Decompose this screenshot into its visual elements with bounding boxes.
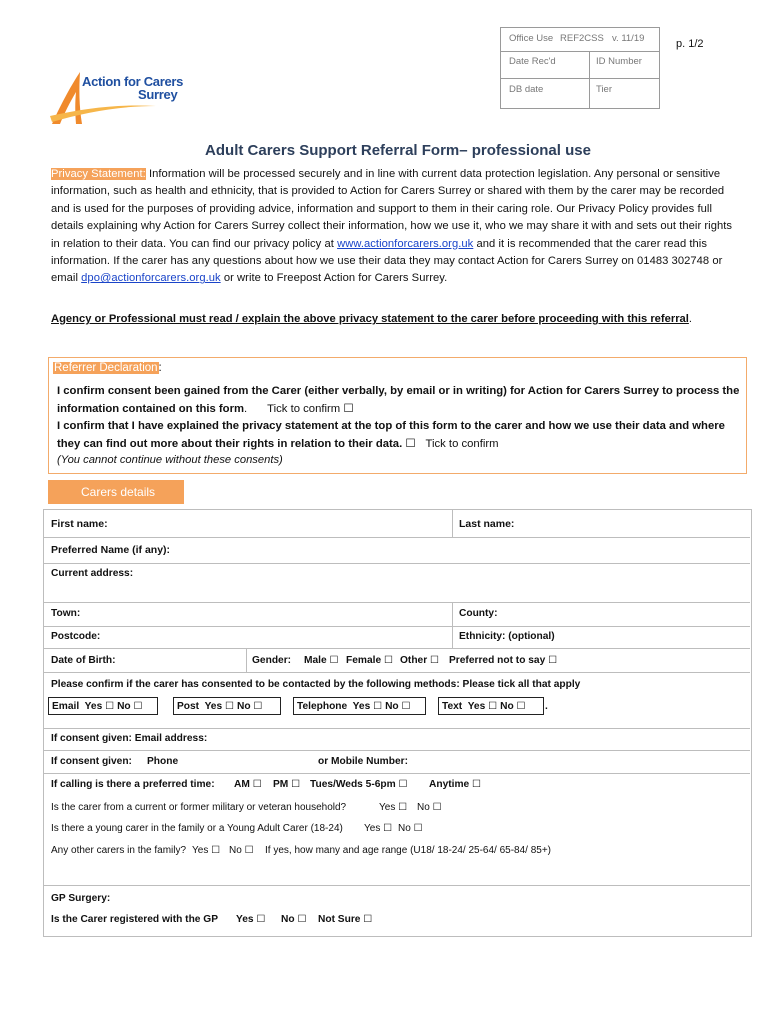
- tier-field[interactable]: Tier: [596, 84, 613, 95]
- consent-2-checkbox[interactable]: ☐: [405, 437, 416, 450]
- gp-surgery-field[interactable]: GP Surgery:: [51, 893, 111, 904]
- current-address-field[interactable]: Current address:: [51, 568, 134, 579]
- gp-not-sure-option[interactable]: Not Sure ☐: [318, 914, 373, 925]
- other-carers-yes-option[interactable]: Yes ☐: [192, 845, 221, 856]
- privacy-statement: [51, 166, 741, 288]
- young-carer-question: Is there a young carer in the family or a Young Adult Carer (18-24): [51, 823, 343, 834]
- post-consent-box[interactable]: Post Yes ☐ No ☐: [173, 697, 281, 715]
- military-yes-option[interactable]: Yes ☐: [379, 802, 408, 813]
- ethnicity-field[interactable]: Ethnicity: (optional): [459, 631, 555, 642]
- gender-female-option[interactable]: Female ☐: [346, 655, 394, 666]
- consent-1-checkbox[interactable]: ☐: [343, 402, 354, 415]
- gender-label: Gender:: [252, 655, 292, 666]
- consent-2-text: I confirm that I have explained the privacy statement at the top of this form to the carer and how we use their data and where they can find out more about their rights in relation to their data.: [57, 420, 725, 450]
- consent-email-field[interactable]: If consent given: Email address:: [51, 733, 208, 744]
- id-number-field[interactable]: ID Number: [596, 56, 642, 67]
- gp-registered-label: Is the Carer registered with the GP: [51, 914, 219, 925]
- consent-note: (You cannot continue without these consents): [57, 454, 283, 466]
- time-tues-weds-option[interactable]: Tues/Weds 5-6pm ☐: [310, 779, 408, 790]
- agency-text: Agency or Professional must read / explain the above privacy statement to the carer before proceeding with this referral: [51, 313, 689, 325]
- logo: [46, 62, 186, 137]
- calling-time-label: If calling is there a preferred time:: [51, 779, 215, 790]
- gender-prefer-not-option[interactable]: Preferred not to say ☐: [449, 655, 558, 666]
- form-version: v. 11/19: [612, 33, 645, 44]
- form-code: REF2CSS: [560, 33, 604, 44]
- other-carers-no-option[interactable]: No ☐: [229, 845, 254, 856]
- military-no-option[interactable]: No ☐: [417, 802, 442, 813]
- carers-details-form: [43, 509, 752, 937]
- tick-to-confirm-label-1: Tick to confirm: [267, 402, 341, 415]
- consent-methods-label: Please confirm if the carer has consented to be contacted by the following methods: Please tick all that apply: [51, 679, 581, 690]
- phone-field[interactable]: Phone: [147, 756, 179, 767]
- text-consent-box[interactable]: Text Yes ☐ No ☐: [438, 697, 544, 715]
- referrer-heading-colon: :: [158, 362, 162, 374]
- town-field[interactable]: Town:: [51, 608, 81, 619]
- privacy-text-3: or write to Freepost Action for Carers Surrey.: [220, 272, 448, 285]
- young-carer-no-option[interactable]: No ☐: [398, 823, 423, 834]
- preferred-name-field[interactable]: Preferred Name (if any):: [51, 544, 171, 556]
- last-name-field[interactable]: Last name:: [459, 518, 515, 530]
- website-link[interactable]: www.actionforcarers.org.uk: [337, 237, 474, 250]
- postcode-field[interactable]: Postcode:: [51, 631, 101, 642]
- county-field[interactable]: County:: [459, 608, 498, 619]
- consent-phone-label: If consent given:: [51, 756, 132, 767]
- consent-statement-1: [57, 383, 743, 418]
- logo-text-line2: Surrey: [138, 87, 178, 102]
- carers-details-label: Carers details: [81, 485, 156, 499]
- office-use-label: Office Use: [509, 33, 554, 44]
- methods-end: .: [545, 701, 548, 712]
- military-question: Is the carer from a current or former military or veteran household?: [51, 802, 347, 813]
- email-link[interactable]: dpo@actionforcarers.org.uk: [81, 272, 221, 285]
- time-am-option[interactable]: AM ☐: [234, 779, 262, 790]
- date-recd-field[interactable]: Date Rec'd: [509, 56, 556, 67]
- telephone-consent-box[interactable]: Telephone Yes ☐ No ☐: [293, 697, 426, 715]
- privacy-text-1: Information will be processed securely and in line with current data protection legislation. Any personal or sensitive information, such as health and ethnicity, that is provided to Action for Carers Surrey or shared with them by the carer may be recorded and is used for the purposes of providing advice, information and support to them in their caring role. Our Privacy Policy provides full details explaining why Action for Carers Surrey collect their information, how we use it, who we may share it with and sets out their rights in relation to their data. You can find our privacy policy at: [51, 168, 733, 250]
- email-consent-box[interactable]: Email Yes ☐ No ☐: [48, 697, 158, 715]
- privacy-label: Privacy Statement:: [51, 168, 146, 180]
- privacy-text-2: and it is recommended that the carer read this information. If the carer has any questions about how we use their data they may contact Action for Carers Surrey on 01483 302748 or email: [51, 237, 723, 285]
- gp-yes-option[interactable]: Yes ☐: [236, 914, 266, 925]
- tick-to-confirm-label-2: Tick to confirm: [425, 437, 499, 450]
- consent-1-text: I confirm consent been gained from the Carer (either verbally, by email or in writing) for Action for Carers Surrey to process the information contained on this form: [57, 385, 740, 415]
- gender-other-option[interactable]: Other ☐: [400, 655, 440, 666]
- other-carers-question: Any other carers in the family?: [51, 845, 187, 856]
- first-name-field[interactable]: First name:: [51, 518, 108, 530]
- consent-statement-2: [57, 418, 743, 453]
- db-date-field[interactable]: DB date: [509, 84, 544, 95]
- carers-details-tab: [48, 480, 184, 504]
- office-use-box: [500, 27, 660, 109]
- other-carers-how-many[interactable]: If yes, how many and age range (U18/ 18-24/ 25-64/ 65-84/ 85+): [265, 845, 552, 856]
- consent-1-end: .: [244, 402, 248, 415]
- logo-text-line1: Action for Carers: [82, 74, 184, 89]
- time-anytime-option[interactable]: Anytime ☐: [429, 779, 482, 790]
- dob-field[interactable]: Date of Birth:: [51, 655, 116, 666]
- agency-end: .: [688, 313, 692, 325]
- referrer-heading-label: Referrer Declaration: [54, 362, 158, 374]
- page-title: Adult Carers Support Referral Form– professional use: [205, 142, 591, 159]
- page-number: p. 1/2: [676, 38, 704, 50]
- gp-no-option[interactable]: No ☐: [281, 914, 307, 925]
- young-carer-yes-option[interactable]: Yes ☐: [364, 823, 393, 834]
- gender-male-option[interactable]: Male ☐: [304, 655, 339, 666]
- mobile-field[interactable]: or Mobile Number:: [318, 756, 408, 767]
- referrer-heading: [53, 362, 162, 374]
- time-pm-option[interactable]: PM ☐: [273, 779, 301, 790]
- agency-instruction: [51, 311, 741, 328]
